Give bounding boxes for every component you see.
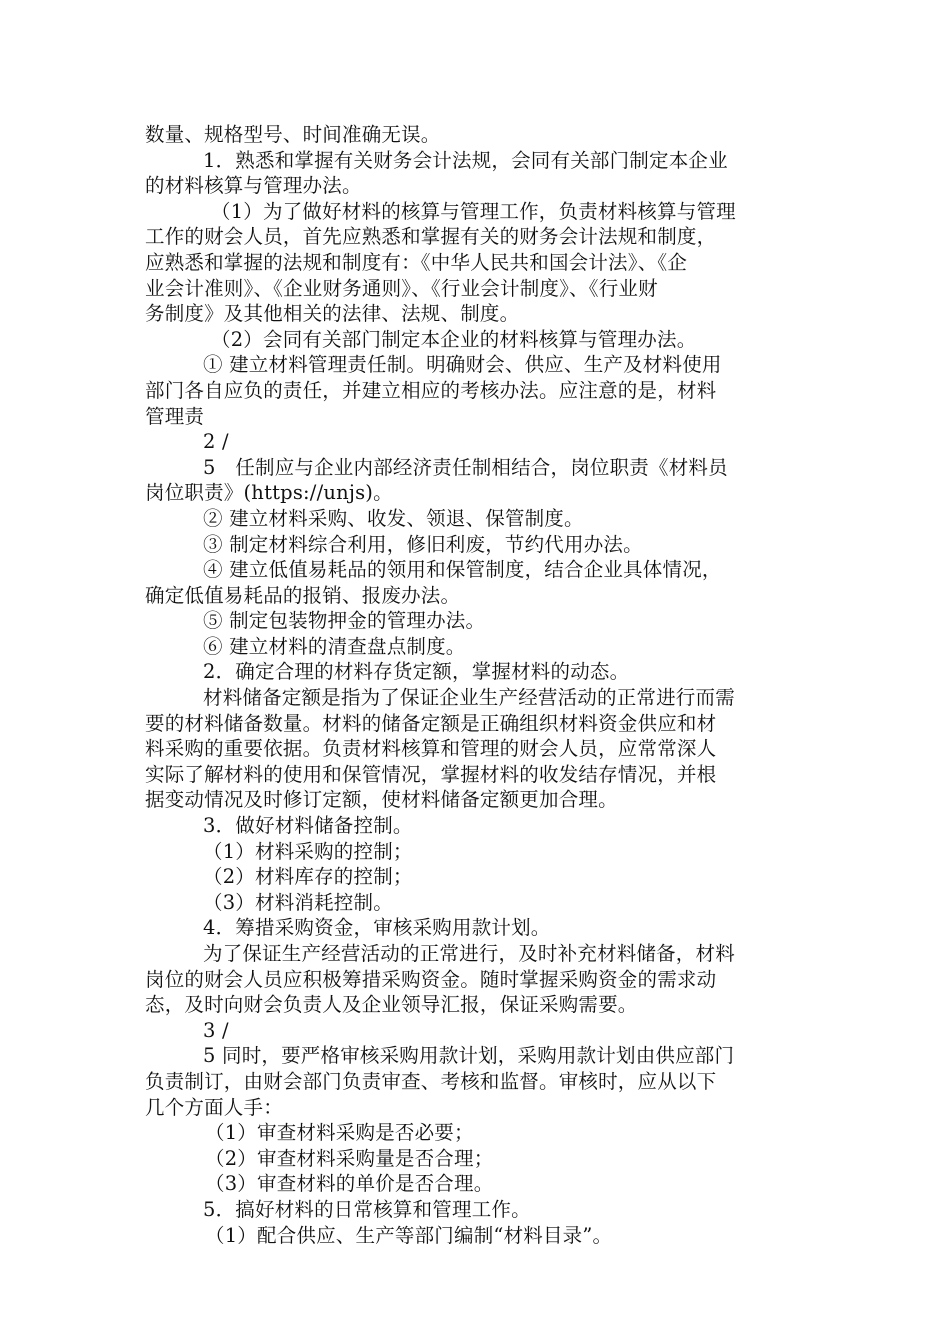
text-line: 实际了解材料的使用和保管情况，掌握材料的收发结存情况，并根 bbox=[145, 762, 717, 786]
text-line: ③ 制定材料综合利用，修旧利废，节约代用办法。 bbox=[203, 532, 643, 556]
text-line: （3）材料消耗控制。 bbox=[203, 890, 393, 914]
text-line: ① 建立材料管理责任制。明确财会、供应、生产及材料使用 bbox=[203, 353, 722, 377]
text-line: 岗位的财会人员应积极筹措采购资金。随时掌握采购资金的需求动 bbox=[145, 967, 717, 991]
text-line: （1）材料采购的控制； bbox=[203, 839, 413, 863]
text-line: 5．搞好材料的日常核算和管理工作。 bbox=[203, 1197, 531, 1221]
text-line: 业会计准则》、《企业财务通则》、《行业会计制度》、《行业财 bbox=[145, 276, 658, 300]
text-line: 确定低值易耗品的报销、报废办法。 bbox=[145, 583, 461, 607]
text-line: 部门各自应负的责任，并建立相应的考核办法。应注意的是，材料 bbox=[145, 378, 717, 402]
text-line: 务制度》及其他相关的法律、法规、制度。 bbox=[145, 302, 520, 326]
text-line: 负责制订，由财会部门负责审查、考核和监督。审核时，应从以下 bbox=[145, 1069, 717, 1093]
text-line: ⑥ 建立材料的清查盘点制度。 bbox=[203, 634, 466, 658]
text-line: 4．筹措采购资金，审核采购用款计划。 bbox=[203, 916, 551, 940]
text-line: ② 建立材料采购、收发、领退、保管制度。 bbox=[203, 506, 584, 530]
text-line: 3．做好材料储备控制。 bbox=[203, 814, 413, 838]
text-line: 料采购的重要依据。负责材料核算和管理的财会人员，应常常深人 bbox=[145, 737, 717, 761]
text-line: 5 同时，要严格审核采购用款计划，采购用款计划由供应部门 bbox=[203, 1044, 735, 1068]
text-line: 工作的财会人员，首先应熟悉和掌握有关的财务会计法规和制度， bbox=[145, 225, 717, 249]
text-line: 岗位职责》(https://unjs)。 bbox=[145, 481, 393, 505]
text-line: 要的材料储备数量。材料的储备定额是正确组织材料资金供应和材 bbox=[145, 711, 717, 735]
text-line: 1．熟悉和掌握有关财务会计法规，会同有关部门制定本企业 bbox=[203, 148, 728, 172]
text-line: （2）材料库存的控制； bbox=[203, 865, 413, 889]
text-line: 态，及时向财会负责人及企业领导汇报，保证采购需要。 bbox=[145, 993, 638, 1017]
text-line: 3 / bbox=[203, 1018, 229, 1042]
text-line: （1）配合供应、生产等部门编制“材料目录”。 bbox=[205, 1223, 613, 1247]
text-line: （3）审查材料的单价是否合理。 bbox=[205, 1172, 494, 1196]
text-line: 材料储备定额是指为了保证企业生产经营活动的正常进行而需 bbox=[203, 686, 735, 710]
text-line: 的材料核算与管理办法。 bbox=[145, 174, 362, 198]
document-body bbox=[145, 122, 805, 1248]
text-line: 管理责 bbox=[145, 404, 205, 428]
text-line: （1）为了做好材料的核算与管理工作，负责材料核算与管理 bbox=[211, 199, 736, 223]
text-line: （1）审查材料采购是否必要； bbox=[205, 1121, 474, 1145]
text-line: ⑤ 制定包装物押金的管理办法。 bbox=[203, 609, 486, 633]
text-line: 应熟悉和掌握的法规和制度有：《中华人民共和国会计法》、《企 bbox=[145, 250, 688, 274]
text-line: （2）审查材料采购量是否合理； bbox=[205, 1146, 494, 1170]
text-line: 据变动情况及时修订定额，使材料储备定额更加合理。 bbox=[145, 788, 618, 812]
text-line: 几个方面人手： bbox=[145, 1095, 283, 1119]
text-line: 为了保证生产经营活动的正常进行，及时补充材料储备，材料 bbox=[203, 942, 735, 965]
text-line: 2 / bbox=[203, 430, 229, 454]
text-line: ④ 建立低值易耗品的领用和保管制度，结合企业具体情况， bbox=[203, 558, 722, 582]
text-line: 5 任制应与企业内部经济责任制相结合，岗位职责《材料员 bbox=[203, 455, 728, 479]
text-line: （2）会同有关部门制定本企业的材料核算与管理办法。 bbox=[211, 327, 697, 351]
text-line: 2．确定合理的材料存货定额，掌握材料的动态。 bbox=[203, 660, 630, 684]
text-line: 数量、规格型号、时间准确无误。 bbox=[145, 123, 441, 146]
